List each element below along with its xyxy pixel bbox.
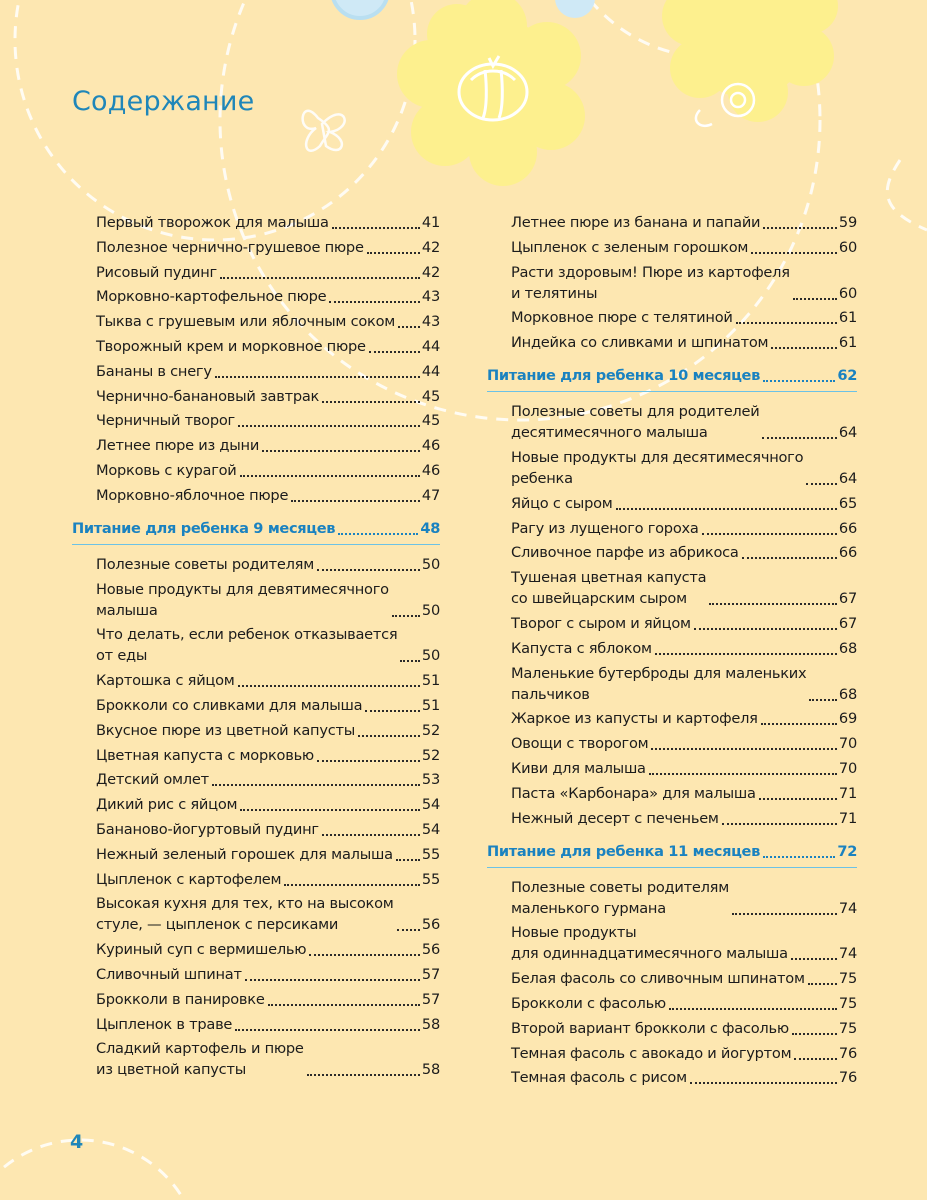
entry-title: Паста «Карбонара» для малыша xyxy=(511,784,756,802)
page-ref: 61 xyxy=(838,309,857,327)
entry-title: Белая фасоль со сливочным шпинатом xyxy=(511,970,805,988)
toc-entry[interactable] xyxy=(72,624,440,666)
toc-entry[interactable] xyxy=(487,613,857,634)
toc-entry[interactable] xyxy=(487,968,857,989)
page-ref: 47 xyxy=(421,486,440,504)
dot-leader xyxy=(732,913,837,915)
dot-leader xyxy=(793,298,837,300)
entry-title: Тушеная цветная капуста со швейцарским сыром xyxy=(511,569,707,608)
dot-leader xyxy=(763,856,835,858)
dot-leader xyxy=(763,380,835,382)
page-ref: 50 xyxy=(421,601,440,619)
toc-entry[interactable] xyxy=(72,1038,440,1080)
dot-leader xyxy=(809,699,837,701)
page-ref: 70 xyxy=(838,759,857,777)
dot-leader xyxy=(649,773,837,775)
page-ref: 60 xyxy=(838,238,857,256)
toc-entry[interactable] xyxy=(72,939,440,960)
page-ref: 69 xyxy=(838,710,857,728)
toc-entry[interactable] xyxy=(72,844,440,865)
page-ref: 75 xyxy=(838,994,857,1012)
page-ref: 57 xyxy=(421,990,440,1008)
dot-leader xyxy=(651,748,837,750)
toc-left-column xyxy=(72,212,440,1084)
entry-title: Цыпленок в траве xyxy=(96,1015,233,1033)
page-ref: 71 xyxy=(838,809,857,827)
dot-leader xyxy=(702,533,837,535)
entry-title: Сладкий картофель и пюре из цветной капусты xyxy=(96,1040,304,1079)
dot-leader xyxy=(742,557,837,559)
entry-title: Летнее пюре из дыни xyxy=(96,437,260,455)
entry-title: Морковно-яблочное пюре xyxy=(96,486,289,504)
entry-title: Рагу из лущеного гороха xyxy=(511,519,699,537)
toc-entry[interactable] xyxy=(487,237,857,258)
page-ref: 46 xyxy=(421,461,440,479)
entry-title: Брокколи с фасолью xyxy=(511,994,666,1012)
toc-entry[interactable] xyxy=(72,893,440,935)
dot-leader xyxy=(392,615,420,617)
entry-title: Овощи с творогом xyxy=(511,735,649,753)
page-ref: 42 xyxy=(421,238,440,256)
page-ref: 55 xyxy=(421,870,440,888)
dot-leader xyxy=(763,227,837,229)
dot-leader xyxy=(238,425,420,427)
toc-entry[interactable] xyxy=(72,964,440,985)
dot-leader xyxy=(215,376,420,378)
dot-leader xyxy=(322,834,420,836)
dot-leader xyxy=(616,508,837,510)
dot-leader xyxy=(694,628,837,630)
dot-leader xyxy=(806,483,837,485)
page-ref: 76 xyxy=(838,1069,857,1087)
page-ref: 51 xyxy=(421,696,440,714)
dot-leader xyxy=(771,347,837,349)
entry-title: Творожный крем и морковное пюре xyxy=(96,337,366,355)
page-ref: 57 xyxy=(421,965,440,983)
toc-entry[interactable] xyxy=(487,733,857,754)
toc-section-heading[interactable] xyxy=(487,842,857,868)
entry-title: Цыпленок с зеленым горошком xyxy=(511,238,749,256)
dot-leader xyxy=(240,809,420,811)
dot-leader xyxy=(238,685,420,687)
entry-title: Тыква с грушевым или яблочным соком xyxy=(96,313,396,331)
entry-title: Новые продукты для девятимесячного малыша xyxy=(96,580,389,619)
page-ref: 74 xyxy=(838,945,857,963)
page-ref: 52 xyxy=(421,746,440,764)
light-blue-circle-decoration xyxy=(332,0,595,18)
entry-title: Бананово-йогуртовый пудинг xyxy=(96,820,319,838)
entry-title: Цветная капуста с морковью xyxy=(96,746,314,764)
toc-entry[interactable] xyxy=(487,1067,857,1088)
toc-entry[interactable] xyxy=(487,262,857,304)
dot-leader xyxy=(722,823,837,825)
page-ref: 61 xyxy=(838,334,857,352)
page-ref: 58 xyxy=(421,1015,440,1033)
dot-leader xyxy=(369,351,420,353)
dot-leader xyxy=(365,710,420,712)
toc-entry[interactable] xyxy=(487,307,857,328)
page-ref: 70 xyxy=(838,735,857,753)
toc-entry[interactable] xyxy=(72,670,440,691)
page-ref: 41 xyxy=(421,214,440,231)
entry-title: Летнее пюре из банана и папайи xyxy=(511,214,761,231)
toc-right-column xyxy=(487,212,857,1092)
toc-entry[interactable] xyxy=(72,460,440,481)
toc-entry[interactable] xyxy=(72,485,440,506)
toc-entry[interactable] xyxy=(487,783,857,804)
entry-title: Нежный десерт с печеньем xyxy=(511,809,719,827)
entry-title: Картошка с яйцом xyxy=(96,672,235,690)
page-ref: 66 xyxy=(838,544,857,562)
page-ref: 64 xyxy=(838,469,857,487)
toc-entry[interactable] xyxy=(72,579,440,621)
dot-leader xyxy=(268,1004,420,1006)
page-ref: 76 xyxy=(838,1044,857,1062)
dot-leader xyxy=(291,500,420,502)
toc-entry[interactable] xyxy=(487,518,857,539)
section-title: Питание для ребенка 9 месяцев xyxy=(72,519,336,537)
toc-entry[interactable] xyxy=(72,745,440,766)
entry-title: Куриный суп с вермишелью xyxy=(96,941,307,959)
entry-title: Расти здоровым! Пюре из картофеля и телятины xyxy=(511,263,790,302)
toc-entry[interactable] xyxy=(72,819,440,840)
dot-leader xyxy=(709,603,837,605)
entry-title: Что делать, если ребенок отказывается от еды xyxy=(96,626,398,665)
toc-entry[interactable] xyxy=(72,989,440,1010)
entry-title: Новые продукты для десятимесячного ребенка xyxy=(511,448,804,487)
entry-title: Чернично-банановый завтрак xyxy=(96,387,320,405)
page-ref: 64 xyxy=(838,424,857,442)
toc-entry[interactable] xyxy=(487,542,857,563)
toc-entry[interactable] xyxy=(72,869,440,890)
butterfly-icon xyxy=(303,111,345,151)
page-ref: 68 xyxy=(838,685,857,703)
toc-entry[interactable] xyxy=(72,720,440,741)
dot-leader xyxy=(338,533,418,535)
dot-leader xyxy=(398,326,420,328)
page-ref: 60 xyxy=(838,284,857,302)
toc-entry[interactable] xyxy=(487,1043,857,1064)
entry-title: Детский омлет xyxy=(96,771,209,789)
page-number: 4 xyxy=(70,1131,84,1153)
toc-entry[interactable] xyxy=(72,286,440,307)
dot-leader xyxy=(736,322,837,324)
entry-title: Высокая кухня для тех, кто на высоком стуле, — цыпленок с персиками xyxy=(96,895,394,934)
entry-title: Капуста с яблоком xyxy=(511,639,652,657)
entry-title: Морковь с курагой xyxy=(96,461,237,479)
dot-leader xyxy=(317,760,420,762)
page-ref: 72 xyxy=(837,842,857,860)
entry-title: Полезное чернично-грушевое пюре xyxy=(96,238,364,256)
toc-entry[interactable] xyxy=(487,493,857,514)
toc-entry[interactable] xyxy=(487,708,857,729)
page-ref: 75 xyxy=(838,1019,857,1037)
toc-section-heading[interactable] xyxy=(72,519,440,545)
entry-title: Рисовый пудинг xyxy=(96,263,217,281)
page-ref: 43 xyxy=(421,288,440,306)
page-ref: 62 xyxy=(837,367,857,385)
dot-leader xyxy=(307,1074,420,1076)
entry-title: Дикий рис с яйцом xyxy=(96,796,238,814)
entry-title: Первый творожок для малыша xyxy=(96,214,329,231)
flower-decoration-icon xyxy=(397,0,838,186)
dot-leader xyxy=(792,1033,837,1035)
entry-title: Брокколи в панировке xyxy=(96,990,265,1008)
entry-title: Брокколи со сливками для малыша xyxy=(96,696,363,714)
dot-leader xyxy=(317,569,420,571)
page-ref: 54 xyxy=(421,796,440,814)
page-title: Содержание xyxy=(72,86,255,117)
dot-leader xyxy=(400,660,419,662)
entry-title: Полезные советы родителям маленького гурмана xyxy=(511,878,729,917)
toc-entry[interactable] xyxy=(72,361,440,382)
toc-entry[interactable] xyxy=(487,993,857,1014)
toc-entry[interactable] xyxy=(72,212,440,233)
entry-title: Творог с сыром и яйцом xyxy=(511,614,691,632)
toc-section-heading[interactable] xyxy=(487,366,857,392)
toc-entry[interactable] xyxy=(72,794,440,815)
entry-title: Морковно-картофельное пюре xyxy=(96,288,327,306)
page-ref: 56 xyxy=(421,916,440,934)
page-ref: 42 xyxy=(421,263,440,281)
entry-title: Сливочное парфе из абрикоса xyxy=(511,544,739,562)
entry-title: Морковное пюре с телятиной xyxy=(511,309,733,327)
dot-leader xyxy=(397,929,420,931)
page-ref: 46 xyxy=(421,437,440,455)
toc-entry[interactable] xyxy=(72,695,440,716)
dot-leader xyxy=(655,653,837,655)
entry-title: Новые продукты для одиннадцатимесячного малыша xyxy=(511,924,788,963)
dot-leader xyxy=(332,227,420,229)
page-ref: 58 xyxy=(421,1061,440,1079)
entry-title: Сливочный шпинат xyxy=(96,965,242,983)
dot-leader xyxy=(329,301,420,303)
page-ref: 45 xyxy=(421,387,440,405)
toc-entry[interactable] xyxy=(72,262,440,283)
entry-title: Киви для малыша xyxy=(511,759,646,777)
dot-leader xyxy=(808,983,837,985)
dot-leader xyxy=(245,979,420,981)
toc-entry[interactable] xyxy=(72,336,440,357)
dot-leader xyxy=(262,450,420,452)
section-title: Питание для ребенка 11 месяцев xyxy=(487,842,760,860)
entry-title: Бананы в снегу xyxy=(96,362,212,380)
page-ref: 50 xyxy=(421,555,440,573)
dot-leader xyxy=(284,884,420,886)
toc-entry[interactable] xyxy=(487,808,857,829)
toc-entry[interactable] xyxy=(487,567,857,609)
toc-entry[interactable] xyxy=(487,401,857,443)
toc-entry[interactable] xyxy=(72,554,440,575)
toc-entry[interactable] xyxy=(487,212,857,233)
page-ref: 74 xyxy=(838,899,857,917)
dot-leader xyxy=(791,958,837,960)
toc-entry[interactable] xyxy=(487,638,857,659)
dot-leader xyxy=(220,277,420,279)
dot-leader xyxy=(761,723,837,725)
dot-leader xyxy=(690,1082,837,1084)
page-ref: 55 xyxy=(421,845,440,863)
toc-entry[interactable] xyxy=(487,1018,857,1039)
dot-leader xyxy=(235,1029,420,1031)
toc-entry[interactable] xyxy=(487,877,857,919)
page-ref: 48 xyxy=(420,519,440,537)
dot-leader xyxy=(669,1008,837,1010)
entry-title: Темная фасоль с авокадо и йогуртом xyxy=(511,1044,792,1062)
page-ref: 45 xyxy=(421,412,440,430)
entry-title: Темная фасоль с рисом xyxy=(511,1069,687,1087)
page-ref: 54 xyxy=(421,820,440,838)
page-ref: 53 xyxy=(421,771,440,789)
dot-leader xyxy=(396,859,420,861)
entry-title: Черничный творог xyxy=(96,412,235,430)
toc-entry[interactable] xyxy=(72,237,440,258)
page-ref: 66 xyxy=(838,519,857,537)
page-ref: 56 xyxy=(421,941,440,959)
page-ref: 67 xyxy=(838,590,857,608)
entry-title: Нежный зеленый горошек для малыша xyxy=(96,845,393,863)
entry-title: Яйцо с сыром xyxy=(511,494,613,512)
page-ref: 44 xyxy=(421,362,440,380)
page-ref: 51 xyxy=(421,672,440,690)
dot-leader xyxy=(240,475,420,477)
toc-entry[interactable] xyxy=(487,447,857,489)
dot-leader xyxy=(212,784,420,786)
page-ref: 52 xyxy=(421,721,440,739)
entry-title: Жаркое из капусты и картофеля xyxy=(511,710,758,728)
entry-title: Вкусное пюре из цветной капусты xyxy=(96,721,356,739)
entry-title: Цыпленок с картофелем xyxy=(96,870,282,888)
section-title: Питание для ребенка 10 месяцев xyxy=(487,367,760,385)
dot-leader xyxy=(794,1058,837,1060)
dot-leader xyxy=(759,798,837,800)
dot-leader xyxy=(751,252,837,254)
toc-entry[interactable] xyxy=(72,410,440,431)
page-ref: 43 xyxy=(421,313,440,331)
page-ref: 71 xyxy=(838,784,857,802)
toc-entry[interactable] xyxy=(72,311,440,332)
toc-entry[interactable] xyxy=(72,1014,440,1035)
entry-title: Маленькие бутерброды для маленьких пальчиков xyxy=(511,664,807,703)
page-ref: 59 xyxy=(838,214,857,231)
toc-entry[interactable] xyxy=(487,758,857,779)
entry-title: Полезные советы для родителей десятимесячного малыша xyxy=(511,403,760,442)
dot-leader xyxy=(358,735,420,737)
dot-leader xyxy=(762,437,836,439)
entry-title: Индейка со сливками и шпинатом xyxy=(511,334,769,352)
page-ref: 44 xyxy=(421,337,440,355)
toc-entry[interactable] xyxy=(487,332,857,353)
page-ref: 65 xyxy=(838,494,857,512)
entry-title: Полезные советы родителям xyxy=(96,555,314,573)
toc-entry[interactable] xyxy=(72,435,440,456)
toc-entry[interactable] xyxy=(72,769,440,790)
page-ref: 75 xyxy=(838,970,857,988)
page-ref: 68 xyxy=(838,639,857,657)
page-ref: 50 xyxy=(421,647,440,665)
entry-title: Второй вариант брокколи с фасолью xyxy=(511,1019,789,1037)
toc-entry[interactable] xyxy=(487,922,857,964)
toc-entry[interactable] xyxy=(487,663,857,705)
dot-leader xyxy=(322,401,420,403)
dot-leader xyxy=(309,954,420,956)
dot-leader xyxy=(367,252,420,254)
page-ref: 67 xyxy=(838,614,857,632)
toc-entry[interactable] xyxy=(72,386,440,407)
